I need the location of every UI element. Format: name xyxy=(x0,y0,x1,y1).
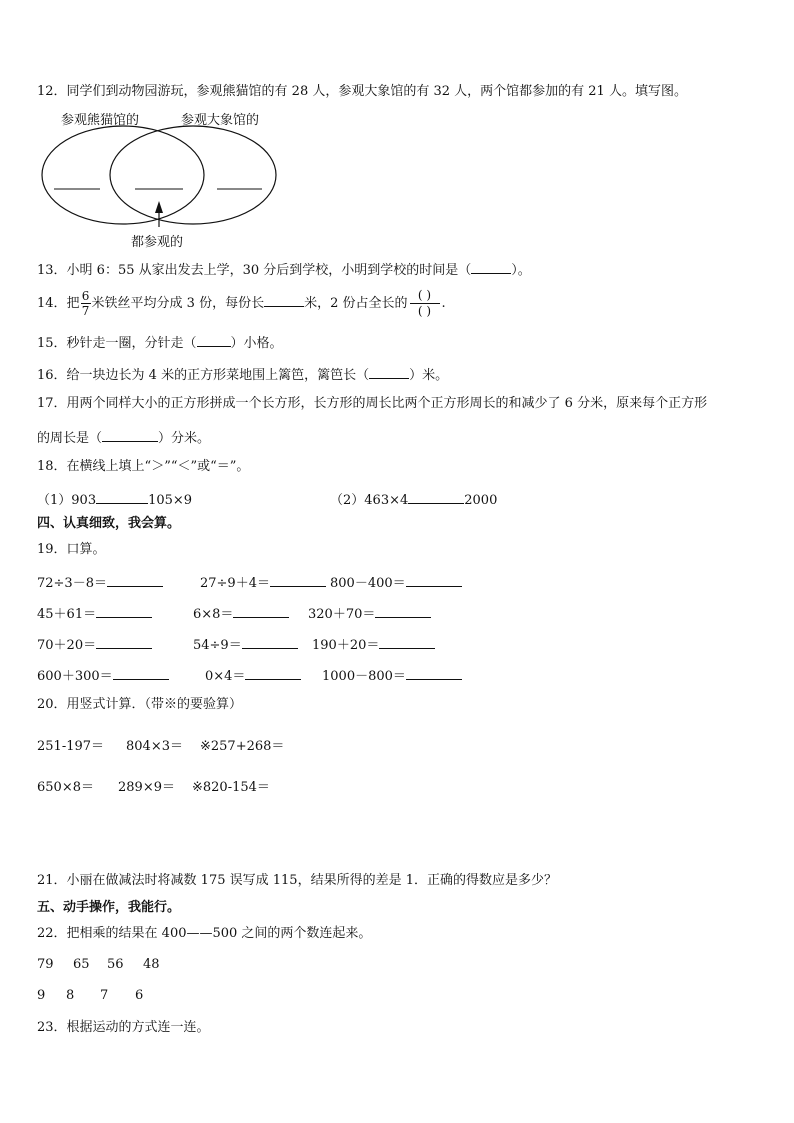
q13-end: ）。 xyxy=(511,263,531,278)
q18-p1-left: （1）903 xyxy=(37,493,97,508)
q15-text: 15．秒针走一圈，分针走（ xyxy=(37,336,197,351)
q17-end: ）分米。 xyxy=(158,431,211,446)
q20-r1-c1: 251-197＝ xyxy=(37,739,105,754)
q14-mid: 米铁丝平均分成 3 份，每份长 xyxy=(91,296,265,311)
q20-r2-c3: ※820-154＝ xyxy=(192,780,270,795)
q20-r2-c1: 650×8＝ xyxy=(37,780,94,795)
q18-p2-right: 2000 xyxy=(464,493,498,508)
q22-num[interactable]: 48 xyxy=(143,957,160,972)
q17-text: 的周长是（ xyxy=(37,431,103,446)
q13-text: 13．小明 6：55 从家出发去上学，30 分后到学校，小明到学校的时间是（ xyxy=(37,263,472,278)
q14-end: . xyxy=(441,296,446,311)
q19-blank[interactable] xyxy=(375,603,431,618)
q22-num[interactable]: 7 xyxy=(100,988,109,1003)
q18-p1-right: 105×9 xyxy=(148,493,193,508)
q19-blank[interactable] xyxy=(406,572,462,587)
q22-num[interactable]: 65 xyxy=(73,957,90,972)
q20-r2-c2: 289×9＝ xyxy=(118,780,175,795)
q18-p2-blank[interactable] xyxy=(408,489,464,504)
q19-r4-c2: 0×4＝ xyxy=(205,665,301,684)
q19-r1-c1: 72÷3－8＝ xyxy=(37,572,163,591)
q18-p1-blank[interactable] xyxy=(96,489,148,504)
q19-blank[interactable] xyxy=(113,665,169,680)
q19-blank[interactable] xyxy=(96,603,152,618)
q21-text: 21．小丽在做减法时将减数 175 误写成 115，结果所得的差是 1．正确的得数应是多少？ xyxy=(37,873,557,888)
q16-end: ）米。 xyxy=(409,368,449,383)
section-5-heading: 五、动手操作，我能行。 xyxy=(37,900,181,915)
q14-length-blank[interactable] xyxy=(264,292,304,307)
q13-answer-blank[interactable] xyxy=(471,259,511,274)
q17-line1: 17．用两个同样大小的正方形拼成一个长方形，长方形的周长比两个正方形周长的和减少了 6 分米，原来每个正方形 xyxy=(37,396,708,411)
q14-pre: 14．把 xyxy=(37,296,80,311)
q18-part1 xyxy=(37,489,192,508)
q15 xyxy=(37,332,283,353)
q19-blank[interactable] xyxy=(107,572,163,587)
q18-text: 18．在横线上填上“＞”“＜”或“＝”。 xyxy=(37,459,250,474)
venn-label-elephant: 参观大象馆的 xyxy=(181,113,260,128)
venn-diagram xyxy=(37,107,287,250)
q19-r2-c3: 320＋70＝ xyxy=(308,603,431,622)
q19-blank[interactable] xyxy=(233,603,289,618)
q16-text: 16．给一块边长为 4 米的正方形菜地围上篱笆，篱笆长（ xyxy=(37,368,370,383)
q14-mid2: 米，2 份占全长的 xyxy=(304,296,408,311)
q19-r3-c3: 190＋20＝ xyxy=(312,634,435,653)
q12-text: 12．同学们到动物园游玩，参观熊猫馆的有 28 人，参观大象馆的有 32 人，两个馆都参加的有 21 人。填写图。 xyxy=(37,84,687,99)
section-4-heading: 四、认真细致，我会算。 xyxy=(37,516,181,531)
q14-paren-top: ( ) xyxy=(417,288,432,302)
q22-num[interactable]: 56 xyxy=(107,957,124,972)
q15-end: ）小格。 xyxy=(230,336,283,351)
q14-numerator: 6 xyxy=(81,289,90,303)
q19-r4-c1: 600＋300＝ xyxy=(37,665,169,684)
q20-r1-c2: 804×3＝ xyxy=(126,739,183,754)
q20-text: 20．用竖式计算．（带※的要验算） xyxy=(37,697,243,712)
q14-denominator: 7 xyxy=(81,304,90,318)
q16 xyxy=(37,364,448,385)
q19-r3-c2: 54÷9＝ xyxy=(193,634,298,653)
q16-answer-blank[interactable] xyxy=(369,364,409,379)
q19-blank[interactable] xyxy=(96,634,152,649)
q19-blank[interactable] xyxy=(406,665,462,680)
q19-blank[interactable] xyxy=(242,634,298,649)
q22-text: 22．把相乘的结果在 400——500 之间的两个数连起来。 xyxy=(37,926,372,941)
q14-answer-fraction[interactable] xyxy=(410,288,440,319)
q19-r2-c2: 6×8＝ xyxy=(193,603,289,622)
q19-blank[interactable] xyxy=(379,634,435,649)
q13 xyxy=(37,259,531,280)
q14 xyxy=(37,287,446,321)
q22-num[interactable]: 9 xyxy=(37,988,46,1003)
q15-answer-blank[interactable] xyxy=(197,332,231,347)
q22-num[interactable]: 79 xyxy=(37,957,54,972)
q22-num[interactable]: 6 xyxy=(135,988,144,1003)
venn-circles xyxy=(37,119,287,234)
q23-text: 23．根据运动的方式连一连。 xyxy=(37,1020,210,1035)
q14-paren-bottom: ( ) xyxy=(417,304,432,318)
venn-label-both: 都参观的 xyxy=(131,235,184,250)
venn-label-panda: 参观熊猫馆的 xyxy=(61,113,140,128)
q19-blank[interactable] xyxy=(270,572,326,587)
q20-r1-c3: ※257+268＝ xyxy=(200,739,285,754)
q22-num[interactable]: 8 xyxy=(66,988,75,1003)
q19-r4-c3: 1000－800＝ xyxy=(322,665,462,684)
q17-line2 xyxy=(37,427,210,448)
q19-r2-c1: 45＋61＝ xyxy=(37,603,152,622)
q19-text: 19．口算。 xyxy=(37,542,106,557)
q18-p2-left: （2）463×4 xyxy=(330,493,409,508)
q17-answer-blank[interactable] xyxy=(102,427,158,442)
q14-fraction xyxy=(81,289,91,318)
q19-r1-c2: 27÷9＋4＝ xyxy=(200,572,326,591)
q18-part2 xyxy=(330,489,497,508)
q19-r3-c1: 70＋20＝ xyxy=(37,634,152,653)
q19-r1-c3: 800－400＝ xyxy=(330,572,462,591)
q19-blank[interactable] xyxy=(245,665,301,680)
